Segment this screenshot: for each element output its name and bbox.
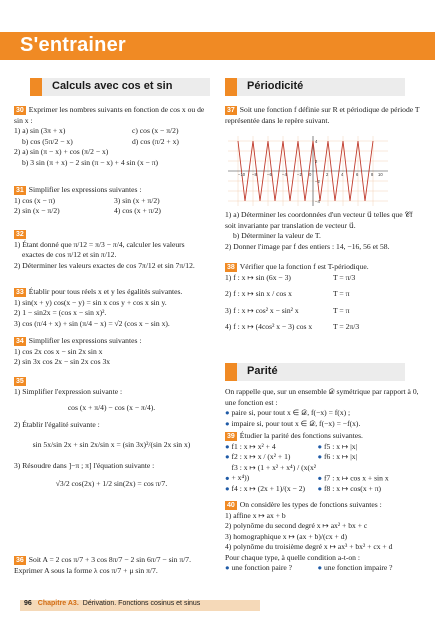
exercise-35 xyxy=(14,376,209,498)
item: T = π xyxy=(333,305,350,315)
bullet-icon: ● xyxy=(317,441,324,451)
item: 3) homographique x ↦ (ax + b)/(cx + d) xyxy=(225,531,348,541)
page-title: S'entrainer xyxy=(20,34,126,56)
exercise-number: 36 xyxy=(16,557,24,564)
exercise-stem: Soit A = 2 cos π/7 + 3 cos 8π/7 − 2 sin 6π/7 − sin π/7. xyxy=(28,555,192,564)
item: f2 : x ↦ x / (x² + 1) xyxy=(231,452,291,461)
section-tab xyxy=(225,363,237,381)
item: f3 : x ↦ (1 + x² + x⁴) / (x(x² + x⁴)) xyxy=(231,462,317,482)
page-number: 96 xyxy=(24,600,32,607)
tick-label: −10 xyxy=(238,172,246,177)
exercise-34 xyxy=(14,336,209,368)
exercise-31 xyxy=(14,185,209,217)
bullet-icon: ● xyxy=(225,563,232,572)
tick-label: 6 xyxy=(356,172,359,177)
item: f6 : x ↦ |x| xyxy=(324,452,358,461)
section-header-periodicite xyxy=(225,78,405,96)
bullet-icon: ● xyxy=(225,483,232,493)
exercise-number: 31 xyxy=(16,187,24,194)
item: b) Déterminer la valeur de T. xyxy=(233,231,321,240)
tick-label: 4 xyxy=(341,172,344,177)
section-tab xyxy=(225,78,237,96)
item: Exprimer A sous la forme λ cos π/7 + μ sin π/7. xyxy=(14,565,158,575)
exercise-number: 33 xyxy=(16,289,24,296)
item: 1) Étant donné que π/12 = π/3 − π/4, calculer les valeurs xyxy=(14,239,185,249)
exercise-stem: Vérifier que la fonction f est T-périodique. xyxy=(239,262,369,271)
exercise-37 xyxy=(225,105,425,126)
exercise-40 xyxy=(225,500,425,574)
bullet-icon: ● xyxy=(225,418,232,428)
exercise-stem: Établir pour tous réels x et y les égalités suivantes. xyxy=(28,287,183,296)
item: 2) a) sin (π − x) + cos (π/2 − x) xyxy=(14,147,109,156)
paragraph: On rappelle que, sur un ensemble 𝒟 symétrique par rapport à 0, une fonction est : xyxy=(225,387,419,407)
tick-label: −2 xyxy=(315,179,320,184)
item: 2) Donner l'image par f des entiers : 14, −16, 56 et 58. xyxy=(225,241,390,251)
item: 3) sin (x + π/2) xyxy=(114,195,160,205)
item: impaire si, pour tout x ∈ 𝒟, f(−x) = −f(x). xyxy=(231,418,361,428)
bullet-icon: ● xyxy=(317,563,324,572)
tick-label: 0 xyxy=(309,172,312,177)
exercise-36 xyxy=(14,555,209,576)
section-title: Calculs avec cos et sin xyxy=(52,80,173,92)
item: f8 : x ↦ cos(x + π) xyxy=(324,483,382,493)
section-tab xyxy=(30,78,42,96)
item: 4) f : x ↦ (4cos² x − 3) cos x xyxy=(225,322,313,331)
tick-label: 2 xyxy=(315,159,318,164)
tick-label: 8 xyxy=(371,172,374,177)
item: 1) f : x ↦ sin (6x − 3) xyxy=(225,272,291,282)
exercise-37-questions xyxy=(225,210,425,252)
equation: sin 5x/sin 2x + sin 2x/sin x = (sin 3x)²/(sin 2x sin x) xyxy=(32,440,191,449)
chapter-title: Dérivation. Fonctions cosinus et sinus xyxy=(82,600,201,607)
parite-intro xyxy=(225,387,425,429)
item: f1 : x ↦ x² + 4 xyxy=(231,441,276,451)
bullet-icon: ● xyxy=(225,441,232,451)
item: 4) polynôme du troisième degré x ↦ ax³ + bx² + cx + d xyxy=(225,542,393,551)
item: 4) cos (x + π/2) xyxy=(114,206,161,215)
equation: √3/2 cos(2x) + 1/2 sin(2x) = cos π/7. xyxy=(55,479,168,488)
exercise-number: 37 xyxy=(227,107,235,114)
chapter-label: Chapitre A3. xyxy=(37,600,79,607)
bullet-icon: ● xyxy=(225,408,232,417)
item: c) cos (x − π/2) xyxy=(132,126,179,135)
bullet-icon: ● xyxy=(317,473,324,482)
exercise-30 xyxy=(14,105,209,168)
item: exactes de cos π/12 et sin π/12. xyxy=(22,250,117,259)
exercise-stem: On considère les types de fonctions suivantes : xyxy=(239,500,382,509)
item: 2) sin (x − π/2) xyxy=(14,206,60,215)
exercise-number: 35 xyxy=(16,378,24,385)
tick-label: 4 xyxy=(315,139,318,144)
exercise-33 xyxy=(14,287,209,329)
exercise-38 xyxy=(225,262,425,333)
item: 3) Résoudre dans ]−π ; π] l'équation suivante : xyxy=(14,460,155,470)
item: paire si, pour tout x ∈ 𝒟, f(−x) = f(x) ; xyxy=(231,408,351,417)
item: 2) sin 3x cos 2x − sin 2x cos 3x xyxy=(14,357,111,366)
section-title: Parité xyxy=(247,365,278,377)
item: 2) Déterminer les valeurs exactes de cos 7π/12 et sin 7π/12. xyxy=(14,260,195,270)
tick-label: −4 xyxy=(282,172,287,177)
item: 1) cos 2x cos x − sin 2x sin x xyxy=(14,346,103,356)
item: 1) a) sin (3π + x) xyxy=(14,126,66,135)
exercise-32 xyxy=(14,229,209,271)
item: T = π/3 xyxy=(333,272,356,282)
bullet-icon: ● xyxy=(225,452,232,461)
bullet-icon: ● xyxy=(317,483,324,493)
item: une fonction impaire ? xyxy=(324,563,393,572)
exercise-39 xyxy=(225,431,425,494)
equation: cos (x + π/4) − cos (x − π/4). xyxy=(67,403,156,412)
tick-label: −6 xyxy=(267,172,272,177)
item: 3) cos (π/4 + x) + sin (π/4 − x) = √2 (cos x − sin x). xyxy=(14,318,170,328)
item: 2) Établir l'égalité suivante : xyxy=(14,419,100,429)
title-banner xyxy=(0,32,435,60)
tick-label: −8 xyxy=(252,172,257,177)
item: f4 : x ↦ (2x + 1)/(x − 2) xyxy=(231,483,306,493)
item: 1) a) Déterminer les coordonnées d'un vecteur u⃗ telles que 𝒞f soit invariante par translation de vecteur u⃗. xyxy=(225,210,413,230)
periodic-function-graph xyxy=(228,136,388,206)
exercise-number: 34 xyxy=(16,338,24,345)
item: b) cos (5π/2 − x) xyxy=(22,136,73,146)
exercise-number: 39 xyxy=(227,433,235,440)
exercise-stem: Soit une fonction f définie sur R et périodique de période T représentée dans le repère suivant. xyxy=(225,105,420,125)
item: d) cos (π/2 + x) xyxy=(132,136,179,146)
tick-label: 2 xyxy=(326,172,329,177)
item: 1) affine x ↦ ax + b xyxy=(225,510,286,520)
exercise-stem: Étudier la parité des fonctions suivantes. xyxy=(239,431,363,440)
item: b) 3 sin (π + x) − 2 sin (π − x) + 4 sin (x − π) xyxy=(22,157,159,167)
section-header-calculs xyxy=(30,78,210,96)
bullet-icon: ● xyxy=(317,452,324,461)
item: 2) 1 − sin2x = (cos x − sin x)². xyxy=(14,308,107,317)
page-footer xyxy=(20,600,260,612)
exercise-number: 38 xyxy=(227,264,235,271)
exercise-stem: Exprimer les nombres suivants en fonction de cos x ou de sin x : xyxy=(14,105,205,125)
item: 1) Simplifier l'expression suivante : xyxy=(14,386,123,396)
tick-label: 10 xyxy=(378,172,383,177)
item: 1) cos (x − π) xyxy=(14,195,56,205)
exercise-number: 32 xyxy=(16,231,24,238)
exercise-number: 40 xyxy=(227,502,235,509)
tick-label: −4 xyxy=(315,199,320,204)
exercise-stem: Simplifier les expressions suivantes : xyxy=(28,336,142,345)
exercise-stem: Simplifier les expressions suivantes : xyxy=(28,185,142,194)
section-header-parite xyxy=(225,363,405,381)
item: une fonction paire ? xyxy=(231,563,293,572)
item: 3) f : x ↦ cos² x − sin² x xyxy=(225,305,299,315)
item: 1) sin(x + y) cos(x − y) = sin x cos y + cos x sin y. xyxy=(14,297,167,307)
item: 2) polynôme du second degré x ↦ ax² + bx + c xyxy=(225,521,368,530)
tick-label: −2 xyxy=(297,172,302,177)
item: f7 : x ↦ cos x + sin x xyxy=(324,473,389,482)
item: f5 : x ↦ |x| xyxy=(324,441,358,451)
section-title: Périodicité xyxy=(247,80,304,92)
item: T = 2π/3 xyxy=(333,322,360,331)
bullet-icon: ● xyxy=(225,473,232,482)
item: T = π xyxy=(333,289,350,298)
item: Pour chaque type, à quelle condition a-t-on : xyxy=(225,552,360,562)
exercise-number: 30 xyxy=(16,107,24,114)
item: 2) f : x ↦ sin x / cos x xyxy=(225,289,292,298)
